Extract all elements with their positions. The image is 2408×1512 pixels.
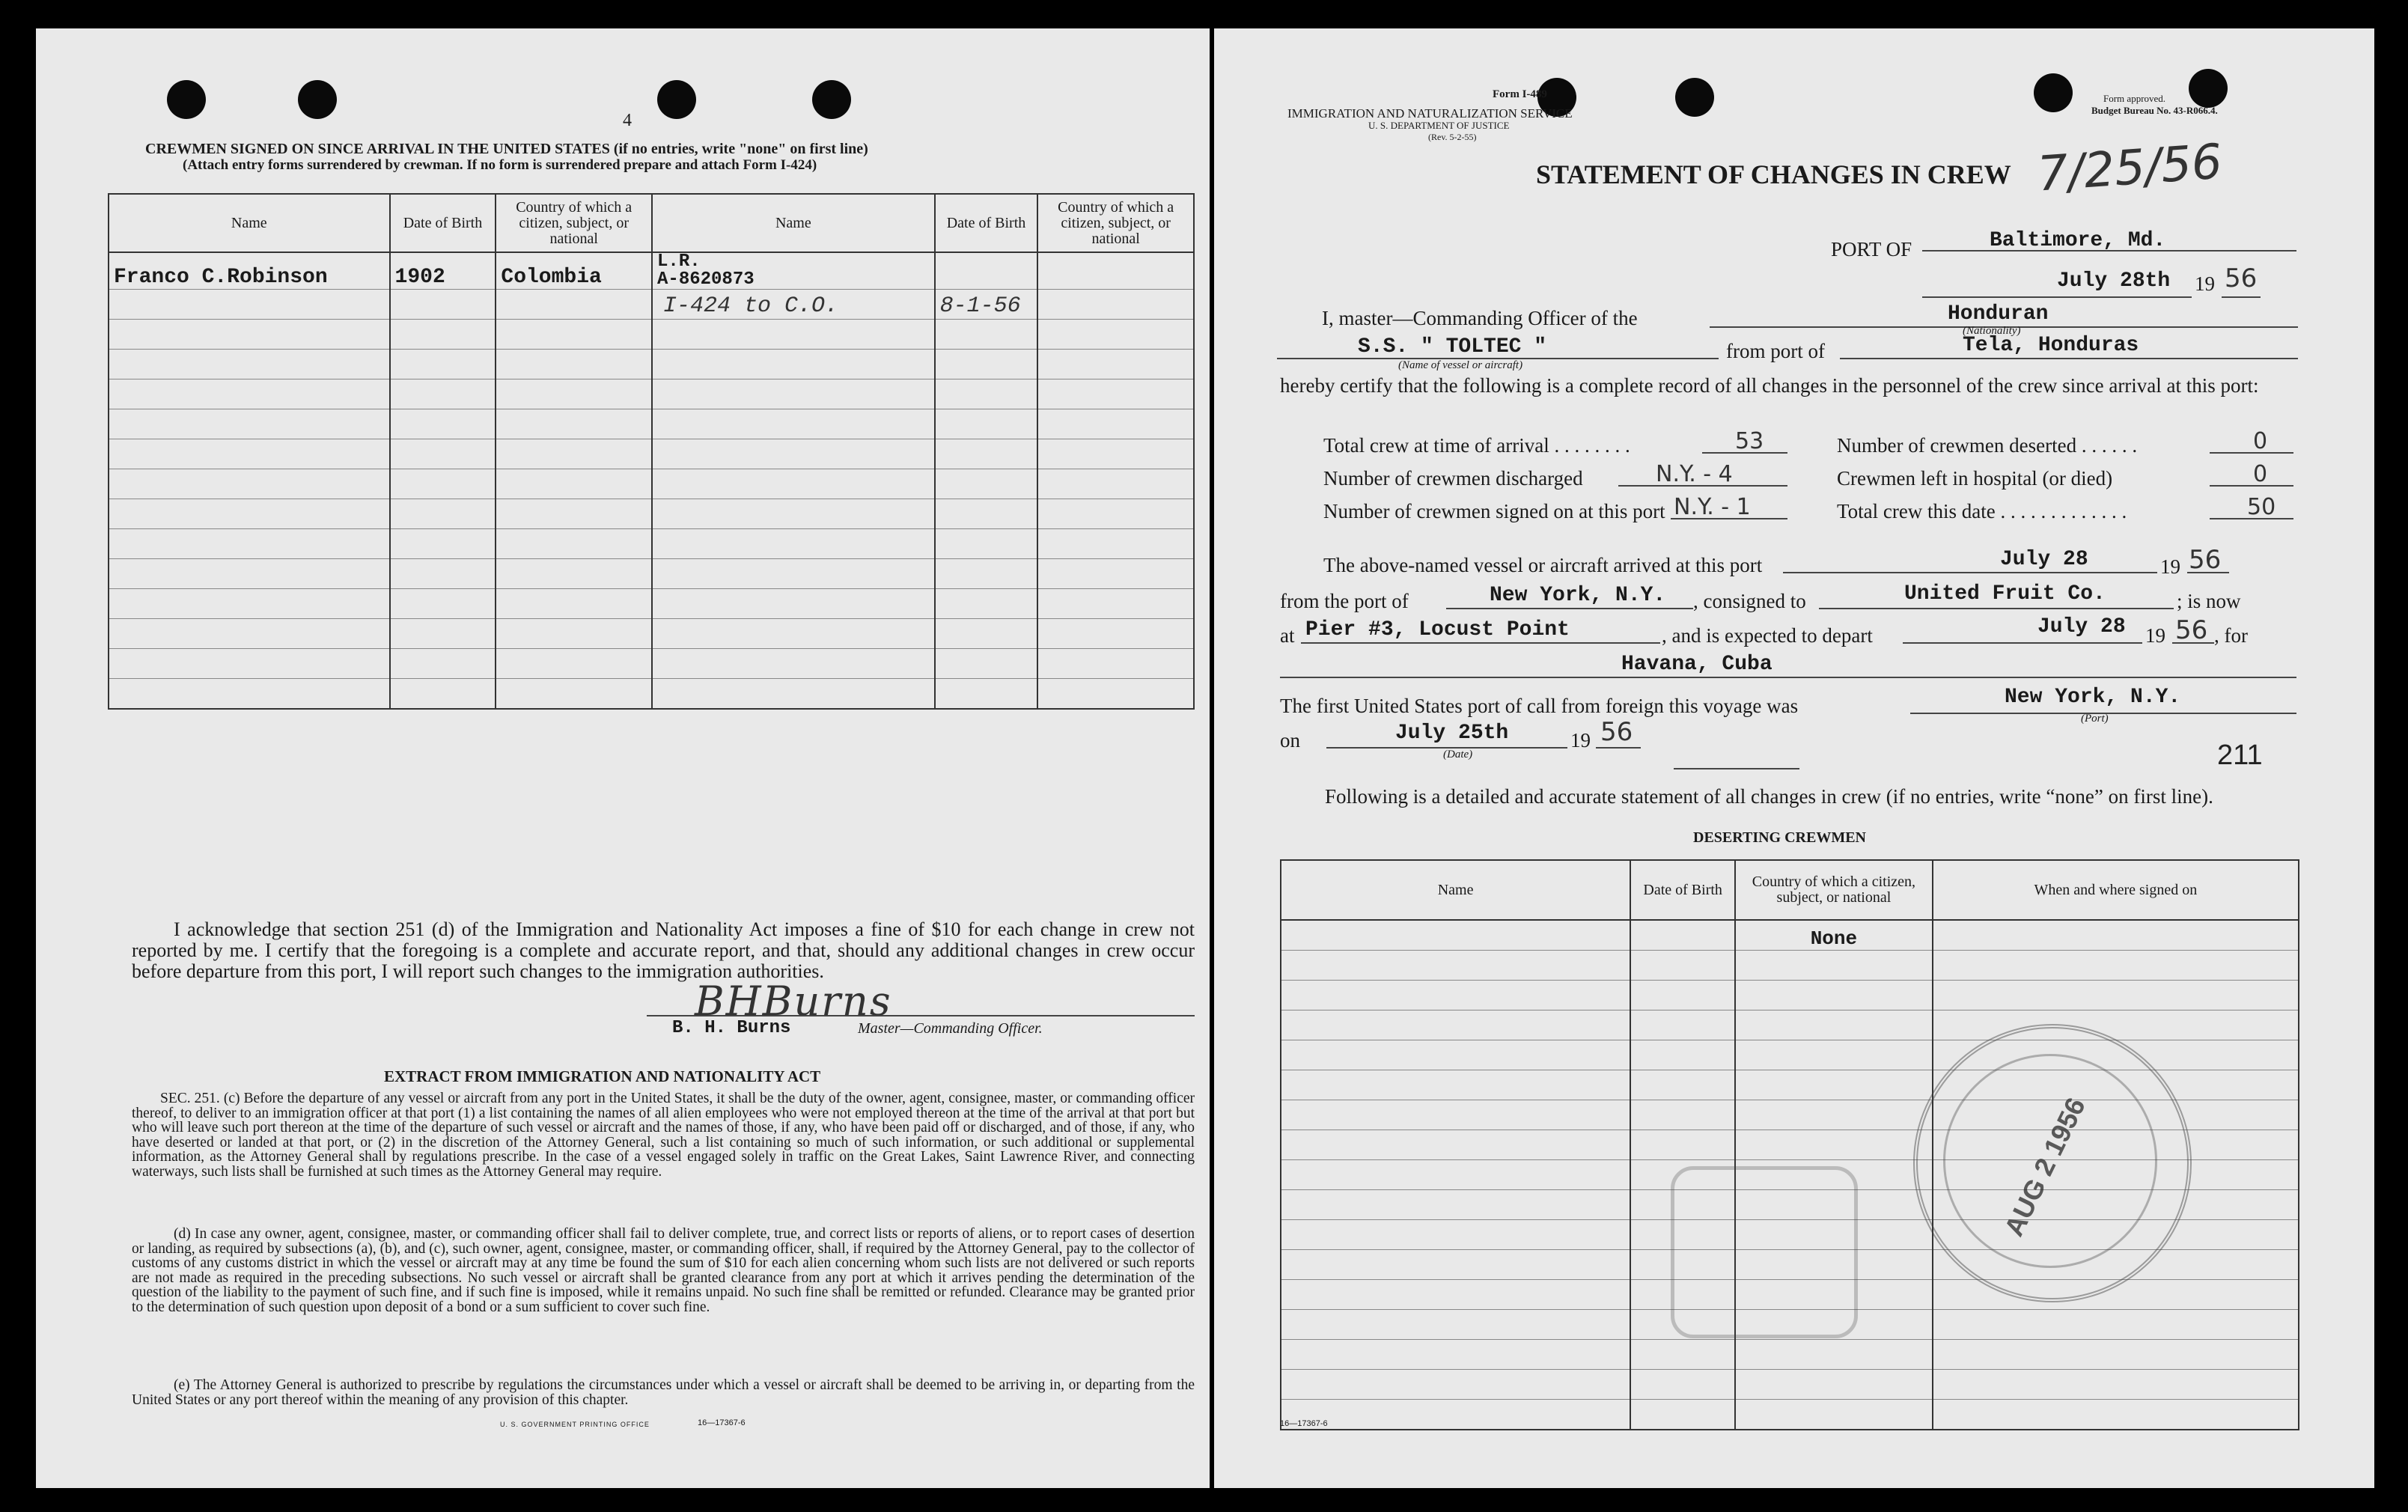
port-of-label: PORT OF — [1831, 238, 1912, 260]
extract-title: EXTRACT FROM IMMIGRATION AND NATIONALITY ACT — [384, 1067, 821, 1085]
col-header-signed-on: When and where signed on — [1933, 860, 2299, 920]
col-header-country: Country of which a citizen, subject, or national — [1735, 860, 1933, 920]
stamp-date: AUG 2 1956 — [1998, 1092, 2091, 1241]
stat-deserted: 0 — [2253, 428, 2268, 454]
col-header-dob: Date of Birth — [1630, 860, 1735, 920]
none-entry: None — [1735, 920, 1933, 951]
consignee-value: United Fruit Co. — [1904, 582, 2106, 606]
footer-code: 16—17367-6 — [1280, 1419, 1328, 1428]
vessel-nationality: Honduran — [1948, 302, 2049, 326]
year-prefix: 19 — [2195, 272, 2215, 295]
year-prefix: 19 — [2145, 624, 2165, 647]
table-title: CREWMEN SIGNED ON SINCE ARRIVAL IN THE UNITED STATES (if no entries, write "none" on first line) — [145, 141, 868, 157]
punch-hole — [657, 80, 696, 119]
arrived-date: July 28 — [2000, 548, 2088, 571]
faded-stamp — [1671, 1166, 1858, 1338]
certification-text: hereby certify that the following is a complete record of all changes in the personnel of the crew since arrival at this port: — [1280, 374, 2259, 397]
from-port-value: Tela, Honduras — [1963, 334, 2139, 357]
col-header-name: Name — [652, 194, 935, 252]
signature: BHBurns — [695, 978, 892, 1025]
table-row — [109, 290, 1194, 320]
punch-hole — [2034, 73, 2073, 112]
arrived-year: 56 — [2189, 545, 2222, 575]
revision-date: (Rev. 5-2-55) — [1428, 132, 1477, 142]
form-title: STATEMENT OF CHANGES IN CREW — [1536, 159, 2011, 189]
punch-hole — [298, 80, 337, 119]
left-page — [36, 28, 1210, 1488]
for-label: , for — [2214, 624, 2248, 647]
crewman-name: Franco C.Robinson — [109, 252, 390, 290]
first-port-value: New York, N.Y. — [2005, 686, 2181, 709]
location-value: Pier #3, Locust Point — [1305, 618, 1570, 641]
col-header-name: Name — [1281, 860, 1630, 920]
col-header-name: Name — [109, 194, 390, 252]
from-port2-label: from the port of — [1280, 590, 1409, 612]
stat-label: Total crew this date . . . . . . . . . . . . . — [1837, 500, 2127, 522]
first-port-year: 56 — [1600, 717, 1633, 747]
consigned-label: , consigned to — [1693, 590, 1806, 612]
deserting-title: DESERTING CREWMEN — [1693, 829, 1866, 846]
gpo-code: 16—17367-6 — [698, 1418, 746, 1427]
alien-number: A-8620873 — [657, 269, 755, 290]
stat-total-arrival: 53 — [1735, 428, 1764, 454]
vessel-name: S.S. " TOLTEC " — [1358, 335, 1547, 359]
acknowledgment-text: I acknowledge that section 251 (d) of the Immigration and Nationality Act imposes a fine of $10 for each change in crew not reported by me. I certify that the foregoing is a complete and accurate report, and that, should any additional changes in crew occur before departure from this port, I will report such changes to the immigration authorities. — [132, 918, 1195, 982]
year-prefix: 19 — [2160, 555, 2180, 578]
budget-bureau-number: Budget Bureau No. 43-R066.4. — [2091, 105, 2218, 116]
stat-total-date: 50 — [2247, 494, 2276, 520]
col-header-country: Country of which a citizen, subject, or national — [1037, 194, 1194, 252]
date-caption: (Date) — [1443, 749, 1473, 760]
form-number: Form I-489 — [1493, 88, 1547, 100]
report-date: July 28th — [2057, 269, 2171, 293]
port-caption: (Port) — [2081, 713, 2109, 725]
crewman-country: Colombia — [496, 252, 652, 290]
port-value: Baltimore, Md. — [1990, 229, 2166, 252]
col-header-dob: Date of Birth — [390, 194, 496, 252]
crewman-dob: 1902 — [390, 252, 496, 290]
year-prefix: 19 — [1570, 729, 1591, 752]
department-name: U. S. DEPARTMENT OF JUSTICE — [1368, 120, 1510, 131]
depart-date: July 28 — [2037, 615, 2126, 638]
extract-section-d: (d) In case any owner, agent, consignee, master, or commanding officer shall fail to deliver complete, true, and correct lists or reports of aliens, or to report cases of desertion or landing, as required by subsections (a), (b), and (c), such owner, agent, consignee, master, or commanding officer, shall, if required by the Attorney General, pay to the collector of customs of any customs district in which the vessel or aircraft may at any time be found the sum of $10 for each alien concerning whom such lists are not delivered or such reports are not made as required in the preceding subsections. No such vessel or aircraft shall be granted clearance from any port at which it arrives pending the determination of the question of the liability to the payment of such fine, and if such fine is imposed, while it remains unpaid. No such fine shall be remitted or refunded. Clearance may be granted prior to the determination of such question upon deposit of a bond or a sum sufficient to cover such fine. — [132, 1226, 1195, 1315]
depart-label: , and is expected to depart — [1662, 624, 1873, 647]
lr-number — [652, 252, 935, 290]
signature-line — [647, 1015, 1195, 1016]
handwritten-date: 8-1-56 — [935, 290, 1038, 320]
stat-label: Total crew at time of arrival . . . . . . . . — [1323, 434, 1630, 457]
master-label: I, master—Commanding Officer of the — [1322, 307, 1638, 329]
stat-discharged: N.Y. - 4 — [1656, 461, 1733, 487]
stat-signed-on: N.Y. - 1 — [1674, 494, 1751, 520]
signer-name: B. H. Burns — [672, 1018, 791, 1038]
punch-hole — [1675, 78, 1714, 117]
stat-label: Number of crewmen discharged — [1323, 467, 1583, 490]
stat-label: Number of crewmen signed on at this port — [1323, 500, 1665, 522]
extract-section-e: (e) The Attorney General is authorized to prescribe by regulations the circumstances under which a vessel or aircraft shall be deemed to be arriving in, or departing from the United States or any port thereof within the meaning of any provision of this chapter. — [132, 1377, 1195, 1408]
table-subtitle: (Attach entry forms surrendered by crewman. If no form is surrendered prepare and attach Form I-424) — [183, 157, 817, 173]
extract-section-c: SEC. 251. (c) Before the departure of any vessel or aircraft from any port in the United States, it shall be the duty of the owner, agent, consignee, master, or commanding officer thereof, to deliver to an immigration officer at that port (1) a list containing the names of all alien employees who were not employed thereon at the time of the arrival at that port but who will leave such port thereon at the time of the departure of such vessel or aircraft and the names of those, if any, who have been paid off or discharged, and of those, if any, who have deserted or landed at that port, or (2) in the discretion of the Attorney General, such a list containing so much of such information, or such additional or supplemental information, as the Attorney General shall by regulations prescribe. In the case of a vessel engaged solely in traffic on the Great Lakes, Saint Lawrence River, and connecting waterways, such lists shall be furnished at such times as the Attorney General may require. — [132, 1091, 1195, 1180]
stat-label: Number of crewmen deserted . . . . . . — [1837, 434, 2138, 457]
stat-label: Crewmen left in hospital (or died) — [1837, 467, 2113, 490]
destination-value: Havana, Cuba — [1621, 653, 1773, 676]
col-header-country: Country of which a citizen, subject, or national — [496, 194, 652, 252]
right-page — [1214, 28, 2374, 1488]
crewmen-signed-on-table — [108, 193, 1195, 710]
punch-hole — [2189, 69, 2228, 108]
nationality-caption: (Nationality) — [1963, 325, 2021, 337]
from-port2-value: New York, N.Y. — [1490, 584, 1666, 607]
following-text: Following is a detailed and accurate statement of all changes in crew (if no entries, write “none” on first line). — [1325, 785, 2213, 808]
form-approved: Form approved. — [2103, 93, 2166, 104]
agency-name: IMMIGRATION AND NATURALIZATION SERVICE — [1287, 106, 1573, 121]
report-year: 56 — [2225, 263, 2258, 293]
depart-year: 56 — [2175, 615, 2208, 645]
vessel-caption: (Name of vessel or aircraft) — [1398, 359, 1523, 371]
on-label: on — [1280, 729, 1300, 752]
lr-label: L.R. — [657, 252, 701, 272]
arrived-label: The above-named vessel or aircraft arrived at this port — [1323, 554, 1763, 576]
is-now-label: ; is now — [2177, 590, 2241, 612]
first-port-label: The first United States port of call from foreign this voyage was — [1280, 695, 1799, 717]
table-row — [1281, 920, 2299, 951]
punch-hole — [812, 80, 851, 119]
table-row — [109, 252, 1194, 290]
signer-title: Master—Commanding Officer. — [858, 1020, 1043, 1037]
gpo-imprint: U. S. GOVERNMENT PRINTING OFFICE — [500, 1421, 650, 1428]
from-port-label: from port of — [1726, 340, 1825, 362]
stat-hospital: 0 — [2253, 461, 2268, 487]
first-port-date: July 25th — [1395, 722, 1509, 745]
handwritten-note: I-424 to C.O. — [652, 290, 935, 320]
handwritten-date: 7/25/56 — [2035, 134, 2224, 203]
divider — [1674, 768, 1799, 769]
page-number-stamp: 211 — [2217, 740, 2263, 771]
page-number: 4 — [623, 111, 632, 130]
at-label: at — [1280, 624, 1295, 647]
col-header-dob: Date of Birth — [935, 194, 1038, 252]
punch-hole — [167, 80, 206, 119]
